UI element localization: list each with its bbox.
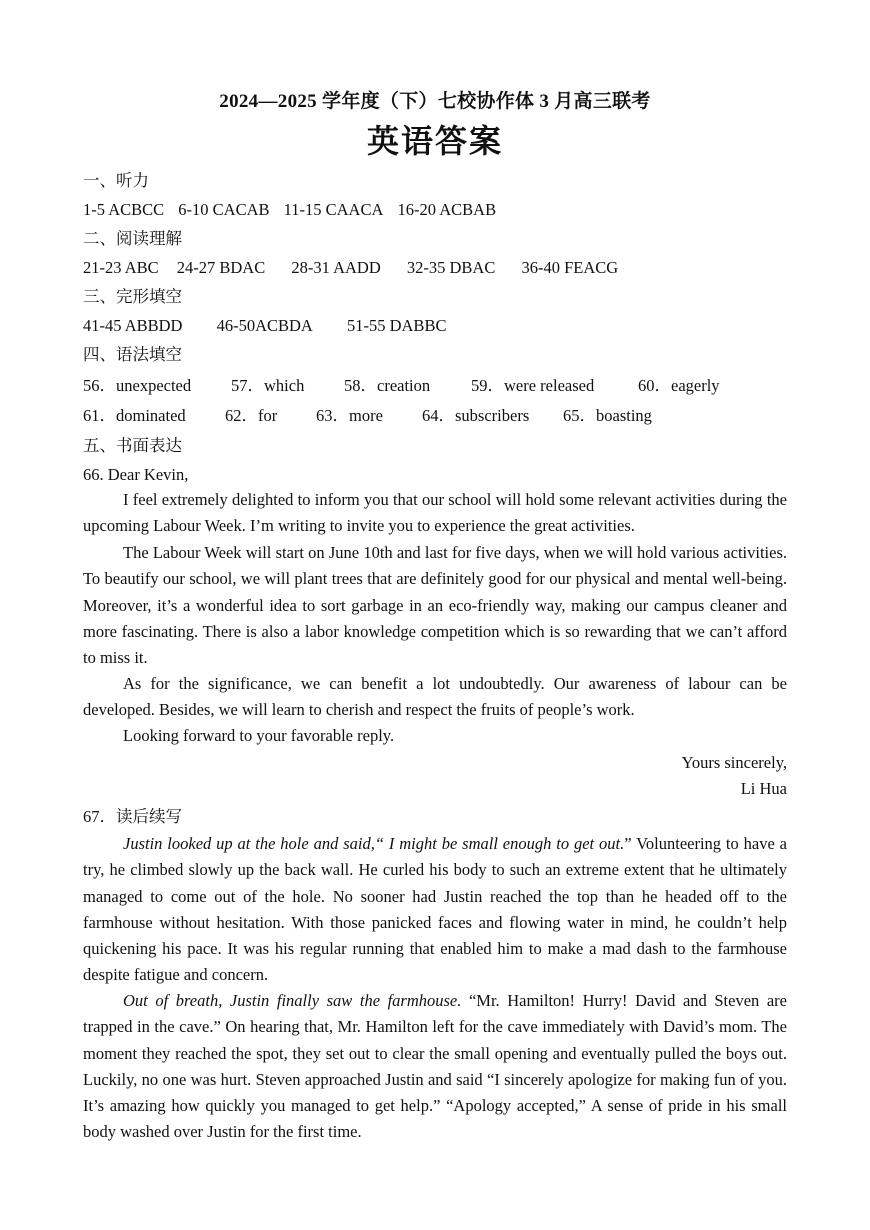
letter-paragraph: I feel extremely delighted to inform you that our school will hold some relevant activities during the upcoming Labour Week. I’m writing to invite you to experience the great activities. xyxy=(83,490,787,536)
grammar-heading: 四、语法填空 xyxy=(83,345,182,364)
grammar-answer: 59．were released xyxy=(471,376,595,395)
continuation-heading: 67．读后续写 xyxy=(83,807,182,826)
answer-group: 6-10 CACAB xyxy=(178,200,270,219)
answer-group: 28-31 AADD xyxy=(291,258,381,277)
grammar-answer: 62．for xyxy=(225,406,278,425)
answer-group: 32-35 DBAC xyxy=(406,258,496,277)
grammar-answer: 58．creation xyxy=(344,376,431,395)
cloze-heading: 三、完形填空 xyxy=(83,287,182,306)
answer-group: 41-45 ABBDD xyxy=(83,316,183,335)
letter-paragraph: As for the significance, we can benefit a lot undoubtedly. Our awareness of labour can be developed. Besides, we will learn to cherish and respect the fruits of people’s work. xyxy=(83,674,787,720)
grammar-answer: 57．which xyxy=(231,376,305,395)
answer-group: 1-5 ACBCC xyxy=(83,200,165,219)
answer-group: 21-23 ABC xyxy=(83,258,159,277)
letter-closing: Yours sincerely, xyxy=(681,753,787,772)
grammar-answer: 64．subscribers xyxy=(422,406,530,425)
paragraph-text: ” Volunteering to have a try, he climbed slowly up the back wall. He curled his body to such an extreme extent that he ultimately managed to come out of the hole. No sooner had Justin reached the top than he headed off to the farmhouse without hesitation. With those panicked faces and flowing water in mind, he couldn’t help quickening his pace. It was his regular running that enabled him to make a mad dash to the farmhouse despite fatigue and concern. xyxy=(83,834,787,985)
answer-group: 24-27 BDAC xyxy=(176,258,266,277)
letter-paragraph: Looking forward to your favorable reply. xyxy=(123,726,395,745)
answer-group: 46-50ACBDA xyxy=(216,316,313,335)
letter-greeting: 66. Dear Kevin, xyxy=(83,465,189,484)
document-subtitle: 英语答案 xyxy=(366,123,503,159)
continuation-paragraph xyxy=(83,988,787,1146)
given-sentence: Justin looked up at the hole and said,“ I might be small enough to get out. xyxy=(123,834,625,853)
answer-group: 11-15 CAACA xyxy=(283,200,384,219)
grammar-answers-row-2 xyxy=(83,405,652,427)
grammar-answer: 63．more xyxy=(316,406,383,425)
listening-heading: 一、听力 xyxy=(83,171,149,190)
answer-group: 16-20 ACBAB xyxy=(397,200,497,219)
answer-group: 51-55 DABBC xyxy=(346,316,447,335)
grammar-answer: 60．eagerly xyxy=(638,376,720,395)
continuation-paragraph xyxy=(83,831,787,989)
grammar-answer: 56．unexpected xyxy=(83,376,192,395)
grammar-answer: 61．dominated xyxy=(83,406,186,425)
letter-signature: Li Hua xyxy=(740,779,787,798)
grammar-answer: 65．boasting xyxy=(563,406,652,425)
reading-heading: 二、阅读理解 xyxy=(83,229,182,248)
answer-group: 36-40 FEACG xyxy=(521,258,619,277)
cloze-answers xyxy=(83,315,446,337)
listening-answers xyxy=(83,199,496,221)
given-sentence: Out of breath, Justin finally saw the farmhouse. xyxy=(123,991,462,1010)
exam-title: 2024—2025 学年度（下）七校协作体 3 月高三联考 xyxy=(219,91,651,112)
paragraph-text: “Mr. Hamilton! Hurry! David and Steven are trapped in the cave.” On hearing that, Mr. Hamilton left for the cave immediately with David’s mom. The moment they reached the spot, they set out to clear the small opening and eventually pulled the boys out. Luckily, no one was hurt. Steven approached Justin and said “I sincerely apologize for making fun of you. It’s amazing how quickly you managed to get help.” “Apology accepted,” A sense of pride in his small body washed over Justin for the first time. xyxy=(83,991,787,1142)
letter-paragraph: The Labour Week will start on June 10th and last for five days, when we will hold various activities. To beautify our school, we will plant trees that are definitely good for our physical and mental well-being. Moreover, it’s a wonderful idea to sort garbage in an eco-friendly way, making our campus cleaner and more fascinating. There is also a labor knowledge competition which is so rewarding that we can’t afford to miss it. xyxy=(83,543,787,668)
writing-heading: 五、书面表达 xyxy=(83,436,182,455)
grammar-answers-row-1 xyxy=(83,375,720,397)
reading-answers xyxy=(83,257,618,279)
